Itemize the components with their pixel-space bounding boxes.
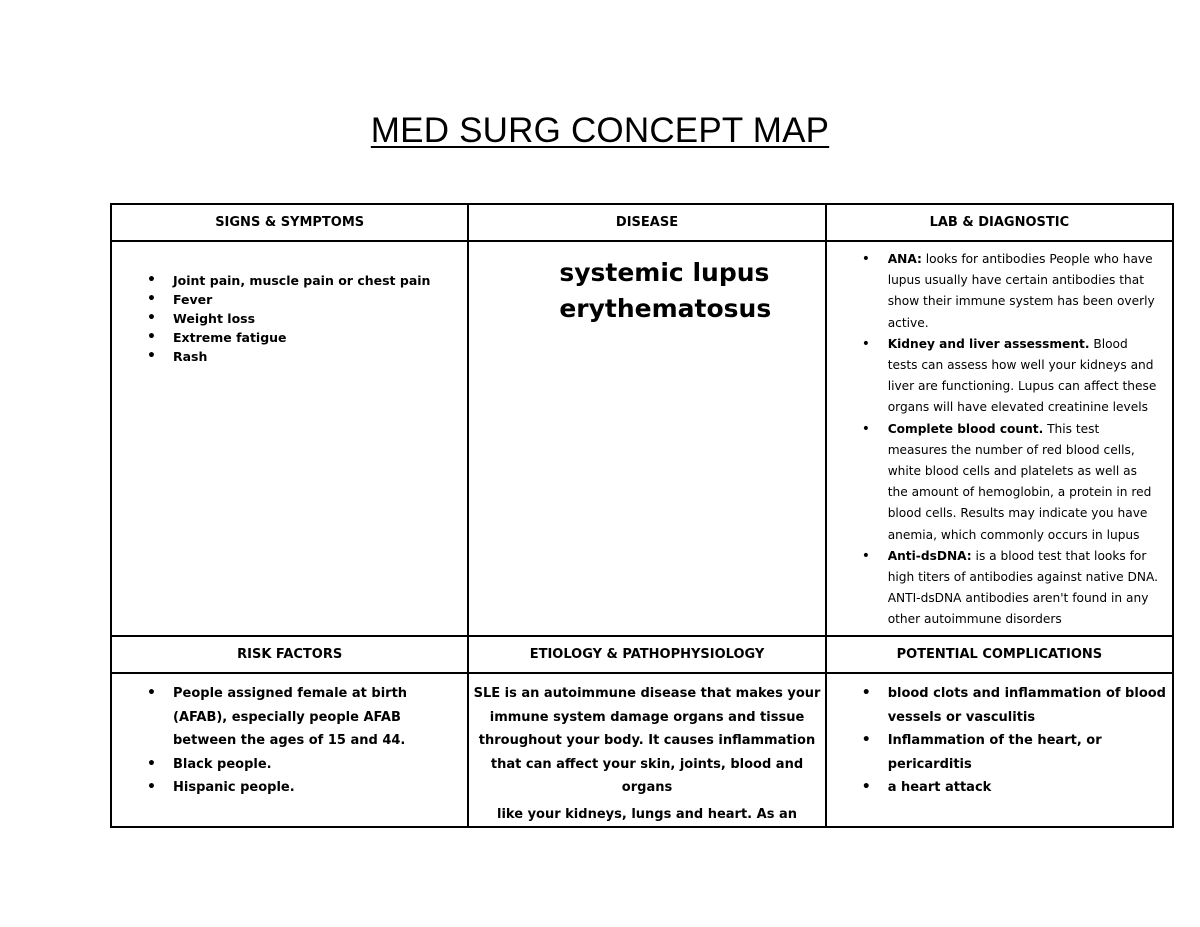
content-row-bottom [111, 673, 1173, 827]
list-item: • Fever [147, 291, 213, 307]
complications-cell [826, 673, 1173, 827]
list-item: • Kidney and liver assessment. Blood tests can assess how well your kidneys and liver are functioning. Lupus can affect these organs will have elevated creatinine levels [861, 335, 1157, 415]
list-item: • ANA: looks for antibodies People who have lupus usually have certain antibodies that show their immune system has been overly active. [861, 251, 1155, 330]
header-row-top [111, 204, 1173, 241]
concept-map-table [110, 203, 1174, 828]
complications-list [827, 674, 1172, 800]
header-complications: POTENTIAL COMPLICATIONS [826, 636, 1173, 673]
list-item: • Black people. [147, 755, 272, 772]
signs-symptoms-list [112, 242, 467, 366]
header-risk-factors: RISK FACTORS [111, 636, 468, 673]
list-item: • Rash [147, 348, 208, 364]
risk-factors-cell [111, 673, 468, 827]
disease-cell [468, 241, 825, 636]
risk-factors-list [112, 674, 467, 800]
header-lab-diagnostic: LAB & DIAGNOSTIC [826, 204, 1173, 241]
etiology-text: SLE is an autoimmune disease that makes your immune system damage organs and tissue throughout your body. It causes inflammation that can affect your skin, joints, blood and organs like your kidneys, lungs and heart. As an [473, 686, 821, 822]
etiology-cell [468, 673, 825, 827]
list-item: • Anti-dsDNA: is a blood test that looks for high titers of antibodies against native DNA. ANTI-dsDNA antibodies aren't found in any other autoimmune disorders [861, 547, 1159, 627]
header-signs-symptoms: SIGNS & SYMPTOMS [111, 204, 468, 241]
list-item: • People assigned female at birth (AFAB), especially people AFAB between the ages of 15 and 44. [147, 685, 408, 748]
page-title: MED SURG CONCEPT MAP [370, 111, 830, 150]
header-etiology: ETIOLOGY & PATHOPHYSIOLOGY [468, 636, 825, 673]
lab-diagnostic-cell [826, 241, 1173, 636]
header-disease: DISEASE [468, 204, 825, 241]
disease-name: systemic lupus erythematosus [559, 258, 772, 323]
signs-symptoms-cell [111, 241, 468, 636]
header-row-bottom [111, 636, 1173, 673]
list-item: • Extreme fatigue [147, 329, 287, 345]
list-item: • Inflammation of the heart, or pericarditis [861, 732, 1102, 772]
list-item: • Hispanic people. [147, 779, 295, 795]
list-item: • Joint pain, muscle pain or chest pain [147, 272, 431, 288]
list-item: • blood clots and inflammation of blood vessels or vasculitis [861, 685, 1166, 725]
list-item: • a heart attack [861, 779, 992, 795]
content-row-top [111, 241, 1173, 636]
lab-diagnostic-list [827, 242, 1172, 631]
list-item: • Weight loss [147, 310, 256, 326]
list-item: • Complete blood count. This test measures the number of red blood cells, white blood cells and platelets as well as the amount of hemoglobin, a protein in red blood cells. Results may indicate you have anemia, which commonly occurs in lupus [861, 420, 1152, 542]
